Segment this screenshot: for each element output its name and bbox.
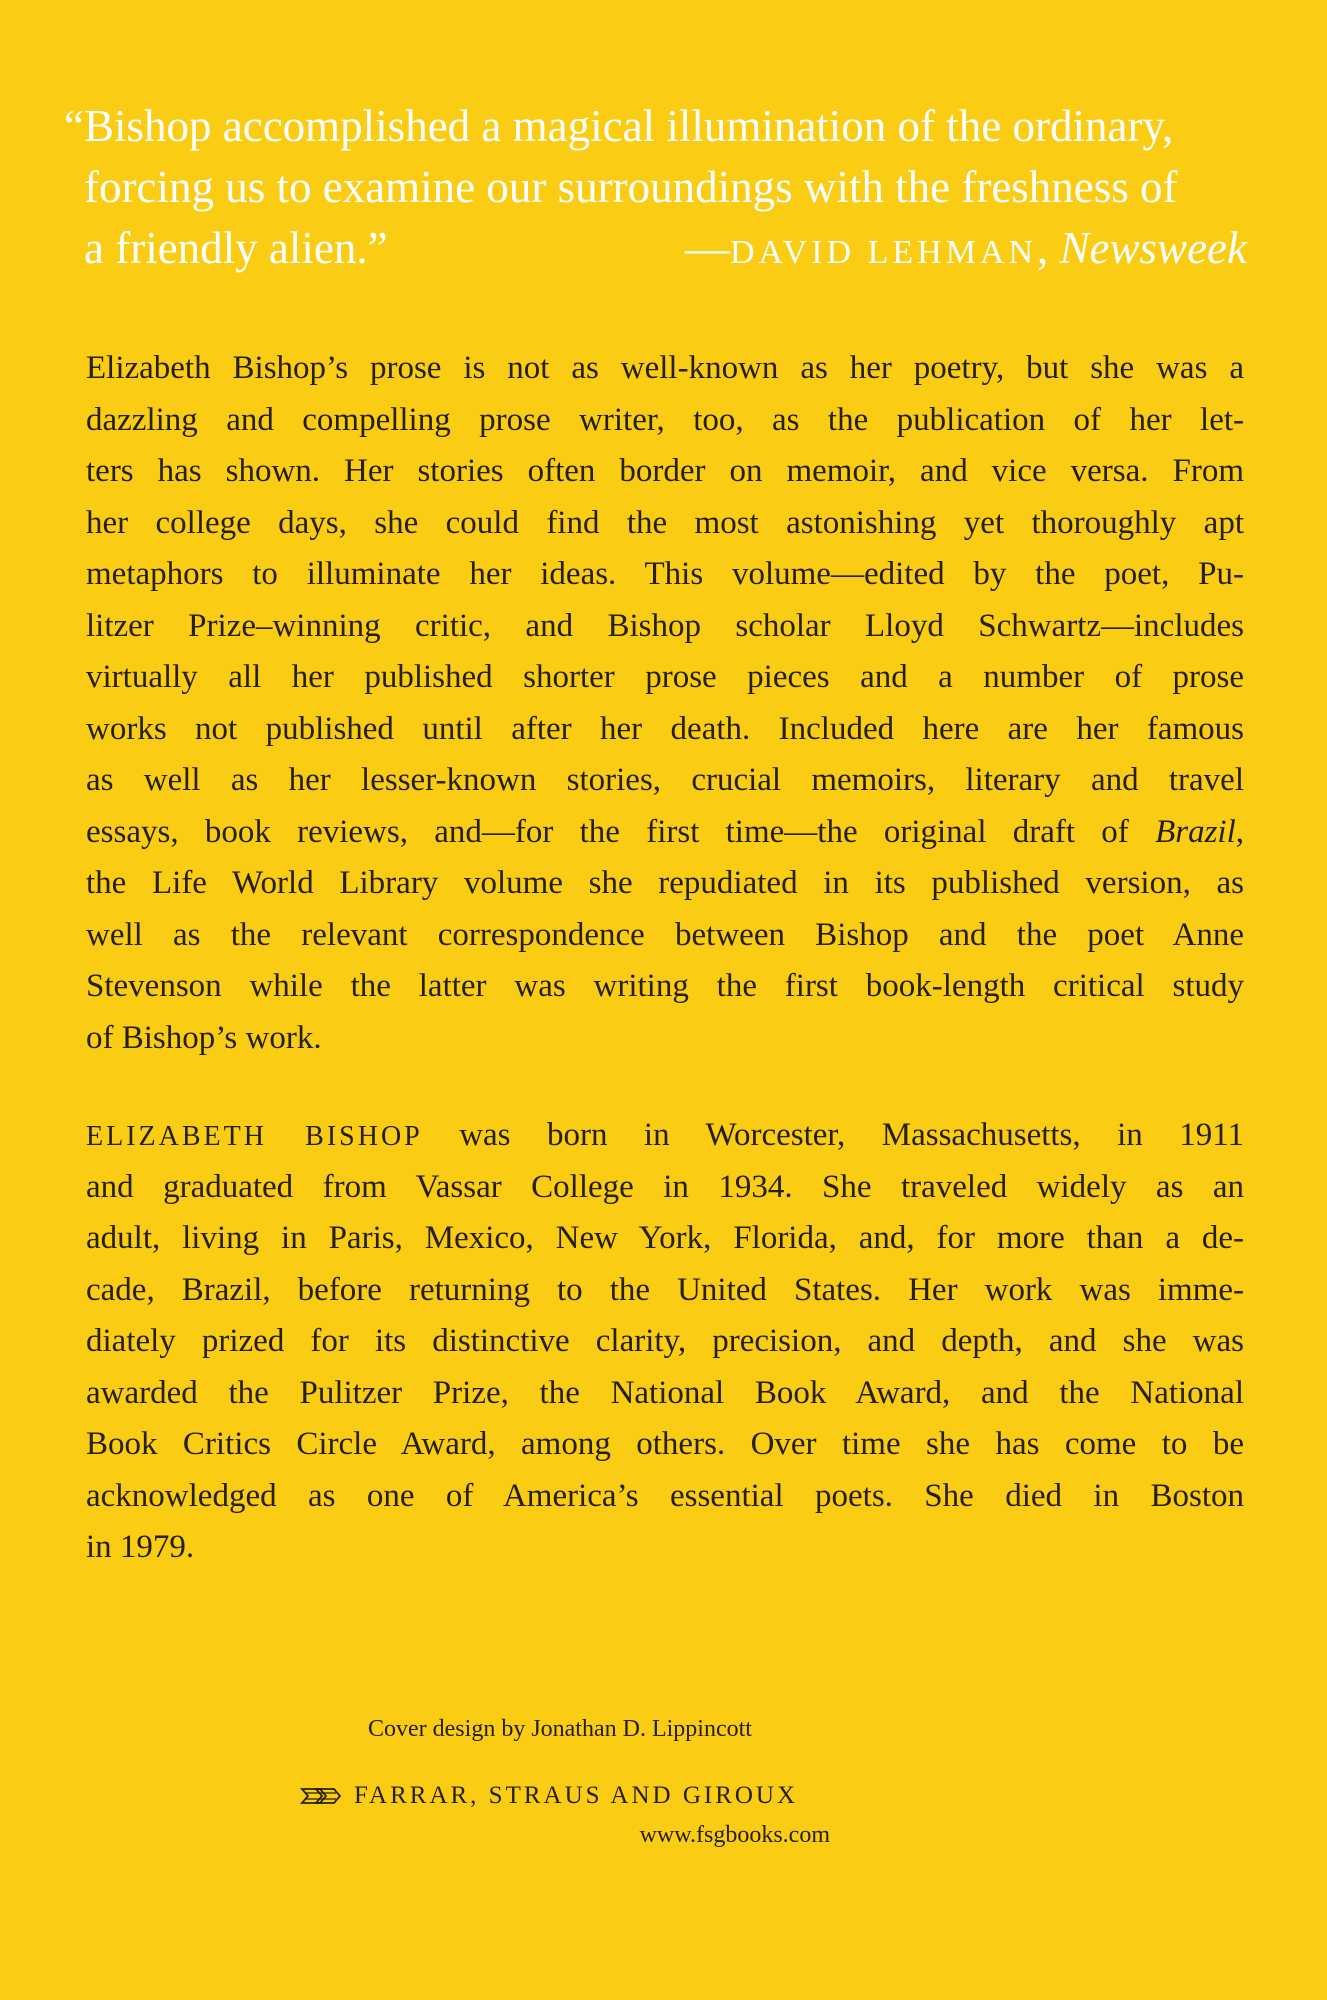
- bio-line: [86, 1110, 1244, 1162]
- description-line-text: ,: [1235, 813, 1244, 850]
- bio-line-text: was born in Worcester, Massachusetts, in 1911: [422, 1117, 1244, 1153]
- bio-line: adult, living in Paris, Mexico, New York, Florida, and, for more than a de-: [86, 1220, 1244, 1256]
- attribution-publication: Newsweek: [1059, 223, 1247, 273]
- description-line: virtually all her published shorter prose pieces and a number of prose: [86, 659, 1244, 695]
- bio-line: cade, Brazil, before returning to the United States. Her work was imme-: [86, 1271, 1244, 1308]
- description-paragraph: [86, 343, 1244, 1064]
- book-title-brazil: Brazil: [1155, 813, 1236, 850]
- attribution-name: DAVID LEHMAN: [729, 234, 1038, 271]
- quote-attribution: [685, 218, 1247, 283]
- bio-line: Book Critics Circle Award, among others. Over time she has come to be: [86, 1426, 1244, 1462]
- description-line: the Life World Library volume she repudiated in its published version, as: [86, 865, 1244, 901]
- publisher-website: www.fsgbooks.com: [639, 1822, 830, 1848]
- description-line: of Bishop’s work.: [86, 1019, 322, 1056]
- description-line: Elizabeth Bishop’s prose is not as well-known as her poetry, but she was a: [86, 350, 1244, 386]
- bio-line: acknowledged as one of America’s essential poets. She died in Boston: [86, 1477, 1244, 1514]
- quote-line: “Bishop accomplished a magical illumination of the ordinary,: [64, 101, 1174, 151]
- quote-line-text: a friendly alien.”: [84, 223, 388, 273]
- description-line: dazzling and compelling prose writer, too, as the publication of her let-: [86, 401, 1244, 438]
- bio-line: in 1979.: [86, 1529, 195, 1565]
- description-line-text: essays, book reviews, and—for the first time—the original draft of: [86, 813, 1156, 850]
- bio-line: awarded the Pulitzer Prize, the National Book Award, and the National: [86, 1374, 1244, 1411]
- description-line: metaphors to illuminate her ideas. This volume—edited by the poet, Pu-: [86, 556, 1244, 592]
- attribution-dash: —: [684, 223, 730, 273]
- fsg-fish-logo-icon: [300, 1785, 344, 1807]
- bio-line: and graduated from Vassar College in 1934. She traveled widely as an: [86, 1168, 1244, 1205]
- description-line: her college days, she could find the most astonishing yet thoroughly apt: [86, 504, 1244, 541]
- author-name: ELIZABETH BISHOP: [86, 1121, 423, 1152]
- description-line: as well as her lesser-known stories, crucial memoirs, literary and travel: [86, 762, 1244, 798]
- description-line: [86, 807, 1244, 859]
- cover-design-credit: Cover design by Jonathan D. Lippincott: [368, 1716, 752, 1742]
- quote-line: [64, 218, 1247, 279]
- quote-line: forcing us to examine our surroundings with the freshness of: [84, 162, 1178, 212]
- attribution-separator: ,: [1037, 223, 1060, 273]
- description-line: well as the relevant correspondence between Bishop and the poet Anne: [86, 916, 1244, 953]
- publisher-imprint: [300, 1782, 798, 1810]
- publisher-name: FARRAR, STRAUS AND GIROUX: [354, 1782, 799, 1809]
- pull-quote: [64, 96, 1247, 279]
- description-line: works not published until after her death. Included here are her famous: [86, 710, 1244, 747]
- description-line: ters has shown. Her stories often border on memoir, and vice versa. From: [86, 453, 1244, 489]
- author-bio: [86, 1110, 1244, 1574]
- description-line: litzer Prize–winning critic, and Bishop scholar Lloyd Schwartz—includes: [86, 607, 1244, 644]
- description-line: Stevenson while the latter was writing the first book-length critical study: [86, 968, 1244, 1004]
- bio-line: diately prized for its distinctive clarity, precision, and depth, and she was: [86, 1323, 1244, 1359]
